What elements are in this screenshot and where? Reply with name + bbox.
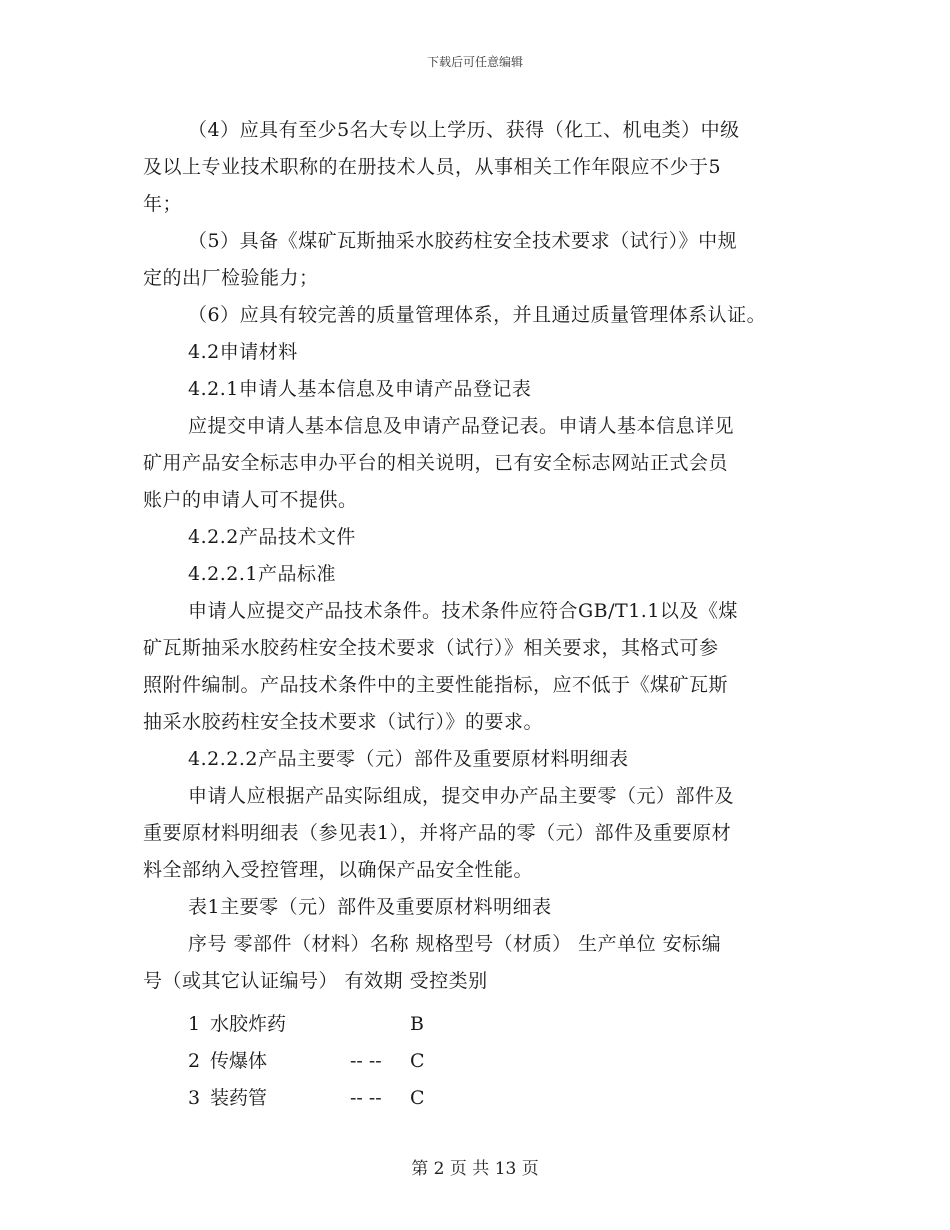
paragraph-list <box>143 112 823 1000</box>
paragraph-line: 申请人应根据产品实际组成，提交申办产品主要零（元）部件及 <box>188 785 735 807</box>
table-cell-mid: -- -- <box>350 1050 382 1072</box>
paragraph-line: （4）应具有至少5名大专以上学历、获得（化工、机电类）中级 <box>188 119 740 141</box>
paragraph-line: 4.2.2.2产品主要零（元）部件及重要原材料明细表 <box>188 748 629 770</box>
paragraph-line: 定的出厂检验能力； <box>143 267 319 289</box>
paragraph-line: 4.2.2.1产品标准 <box>188 563 336 585</box>
paragraph-line: 料全部纳入受控管理，以确保产品安全性能。 <box>143 859 534 881</box>
paragraph-line: 4.2申请材料 <box>188 341 298 363</box>
paragraph-line: （6）应具有较完善的质量管理体系，并且通过质量管理体系认证。 <box>188 304 767 326</box>
paragraph-line: 序号 零部件（材料）名称 规格型号（材质） 生产单位 安标编 <box>188 933 722 955</box>
table-row <box>143 1043 823 1080</box>
paragraph-line: 照附件编制。产品技术条件中的主要性能指标，应不低于《煤矿瓦斯 <box>143 674 729 696</box>
document-body <box>143 112 823 1117</box>
table-cell-mid: -- -- <box>350 1087 382 1109</box>
paragraph-line: 重要原材料明细表（参见表1），并将产品的零（元）部件及重要原材 <box>143 822 732 844</box>
page-footer: 第 2 页 共 13 页 <box>411 1159 539 1179</box>
table-row <box>143 1080 823 1117</box>
paragraph-line: 表1主要零（元）部件及重要原材料明细表 <box>188 896 552 918</box>
table-cell-cat: C <box>410 1050 425 1072</box>
paragraph-line: 应提交申请人基本信息及申请产品登记表。申请人基本信息详见 <box>188 415 735 437</box>
paragraph-line: （5）具备《煤矿瓦斯抽采水胶药柱安全技术要求（试行）》中规 <box>188 230 738 252</box>
paragraph-line: 4.2.2产品技术文件 <box>188 526 356 548</box>
table-cell-name: 传爆体 <box>210 1050 268 1072</box>
page-header: 下载后可任意编辑 <box>426 55 523 69</box>
paragraph-line: 及以上专业技术职称的在册技术人员，从事相关工作年限应不少于5 <box>143 156 722 178</box>
table-row <box>143 1006 823 1043</box>
table-cell-cat: B <box>410 1013 424 1035</box>
paragraph-line: 4.2.1申请人基本信息及申请产品登记表 <box>188 378 532 400</box>
table-cell-mid <box>350 1006 410 1043</box>
table-cell-name: 水胶炸药 <box>210 1013 287 1035</box>
table-cell-name: 装药管 <box>210 1087 268 1109</box>
parts-table <box>143 1006 823 1117</box>
paragraph-line: 抽采水胶药柱安全技术要求（试行）》的要求。 <box>143 711 544 733</box>
paragraph-line: 矿瓦斯抽采水胶药柱安全技术要求（试行）》相关要求，其格式可参 <box>143 637 719 659</box>
table-cell-cat: C <box>410 1087 425 1109</box>
table-cell-no: 3 <box>188 1087 201 1109</box>
paragraph-line: 号（或其它认证编号） 有效期 受控类别 <box>143 970 488 992</box>
table-cell-no: 2 <box>188 1050 201 1072</box>
paragraph-line: 账户的申请人可不提供。 <box>143 489 358 511</box>
paragraph-line: 矿用产品安全标志申办平台的相关说明，已有安全标志网站正式会员 <box>143 452 729 474</box>
table-cell-no: 1 <box>188 1013 201 1035</box>
paragraph-line: 申请人应提交产品技术条件。技术条件应符合GB/T1.1以及《煤 <box>188 600 738 622</box>
paragraph-line: 年； <box>143 193 183 215</box>
